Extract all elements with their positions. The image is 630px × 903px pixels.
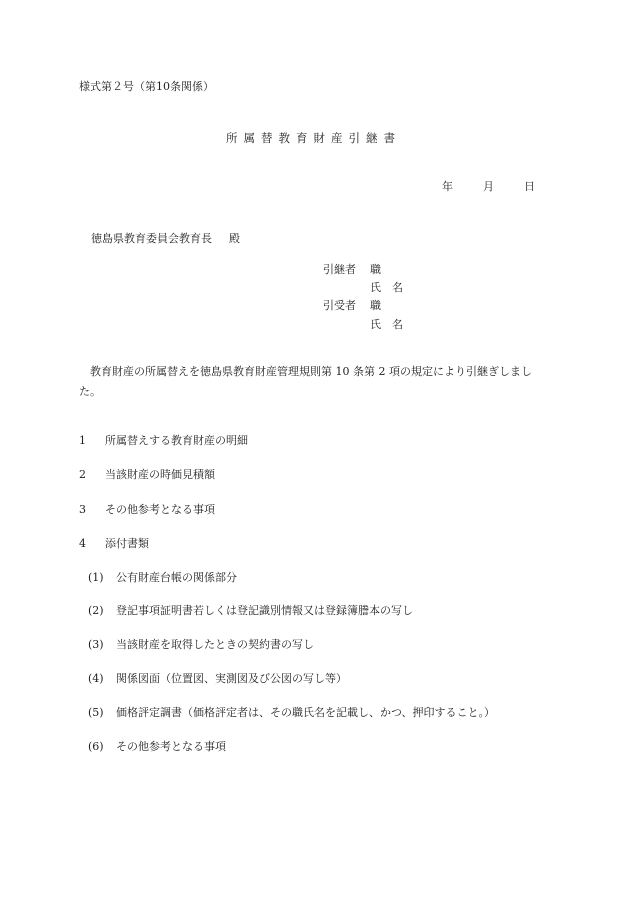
item-text: 当該財産の時価見積額 — [105, 468, 215, 481]
list-item — [79, 434, 248, 448]
form-label: 様式第２号（第10条関係） — [79, 80, 214, 93]
item-text: 所属替えする教育財産の明細 — [105, 434, 248, 447]
attachment-number: (3) — [88, 638, 104, 651]
addressee-honorific: 殿 — [229, 232, 240, 245]
item-text: 添付書類 — [105, 537, 149, 550]
list-item — [79, 503, 215, 517]
attachment-number: (4) — [88, 672, 104, 685]
attachment-number: (5) — [88, 706, 104, 719]
attachment-number: (6) — [88, 740, 104, 753]
list-item — [79, 468, 215, 482]
item-number: 3 — [79, 503, 86, 516]
attachment-text: その他参考となる事項 — [116, 740, 226, 753]
attachment-item — [88, 638, 314, 652]
document-title: 所属替教育財産引継書 — [226, 131, 401, 145]
attachment-text: 関係図面（位置図、実測図及び公図の写し等） — [116, 672, 347, 685]
transferee-label: 引受者 — [323, 299, 356, 312]
attachment-number: (1) — [88, 571, 104, 584]
transferee-position-label: 職 — [370, 299, 381, 312]
item-text: その他参考となる事項 — [105, 503, 215, 516]
item-number: 2 — [79, 468, 86, 481]
attachment-text: 価格評定調書（価格評定者は、その職氏名を記載し、かつ、押印すること。） — [116, 706, 496, 719]
date-month: 月 — [483, 180, 494, 193]
attachment-number: (2) — [88, 604, 104, 617]
date-line — [442, 180, 535, 194]
item-number: 1 — [79, 434, 86, 447]
item-number: 4 — [79, 537, 86, 550]
attachment-text: 登記事項証明書若しくは登記識別情報又は登録簿謄本の写し — [116, 604, 413, 617]
attachment-item — [88, 740, 226, 754]
attachment-item — [88, 604, 413, 618]
attachment-text: 公有財産台帳の関係部分 — [116, 571, 237, 584]
list-item — [79, 537, 149, 551]
attachment-item — [88, 571, 237, 585]
transferee-name-label: 氏 名 — [370, 318, 403, 331]
attachment-text: 当該財産を取得したときの契約書の写し — [116, 638, 314, 651]
transferor-name-label: 氏 名 — [370, 281, 403, 294]
attachment-item — [88, 672, 347, 686]
addressee-name: 徳島県教育委員会教育長 — [91, 232, 212, 245]
transferor-position-label: 職 — [370, 263, 381, 276]
body-paragraph: 教育財産の所属替えを徳島県教育財産管理規則第 10 条第 2 項の規定により引継ぎしました。 — [79, 365, 532, 398]
attachment-item — [88, 706, 495, 720]
date-day: 日 — [524, 180, 535, 193]
addressee — [91, 232, 240, 246]
transferor-label: 引継者 — [323, 263, 356, 276]
date-year: 年 — [442, 180, 453, 193]
